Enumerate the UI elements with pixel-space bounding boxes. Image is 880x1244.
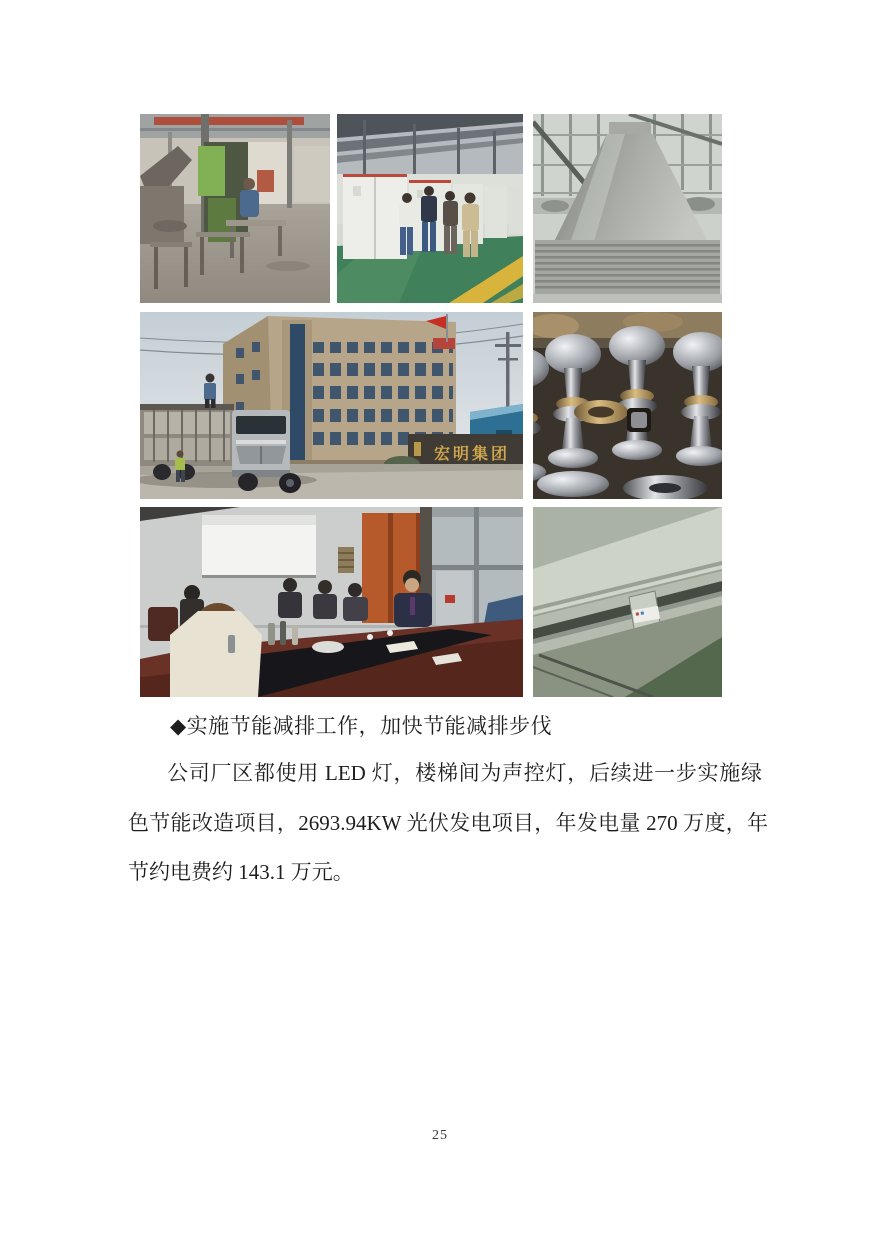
photo-machined-parts-art [533,312,722,499]
paragraph-line: 色节能改造项目，2693.94KW 光伏发电项目，年发电量 270 万度，年 [128,811,768,835]
photo-steel-beam-component-art [533,507,722,697]
photo-aluminum-sheet-stack [533,114,722,303]
photo-machined-parts [533,312,722,499]
photo-aluminum-sheet-stack-art [533,114,722,303]
page-number: 25 [432,1128,448,1143]
photo-electrical-cabinets-art [337,114,523,303]
photo-steel-beam-component [533,507,722,697]
wall-vent [338,547,354,573]
photo-meeting-room-art [140,507,523,697]
projector-screen [202,515,316,578]
crane-beam [140,117,330,131]
photo-workshop-press [140,114,330,303]
photo-workshop-press-art [140,114,330,303]
photo-electrical-cabinets [337,114,523,303]
paragraph-line: 节约电费约 143.1 万元。 [128,860,354,884]
section-bullet-heading: ◆实施节能减排工作，加快节能减排步伐 [170,714,553,738]
gate-sign-text: 宏明集团 [433,446,511,463]
sheet-stack [535,240,720,294]
photo-meeting-room [140,507,523,697]
steel-spindles [533,326,722,482]
press-machine [198,142,248,242]
photo-factory-building-truck-art [140,312,523,499]
paragraph-line: 公司厂区都使用 LED 灯，楼梯间为声控灯，后续进一步实施绿 [167,761,762,785]
photo-factory-building-truck [140,312,523,499]
